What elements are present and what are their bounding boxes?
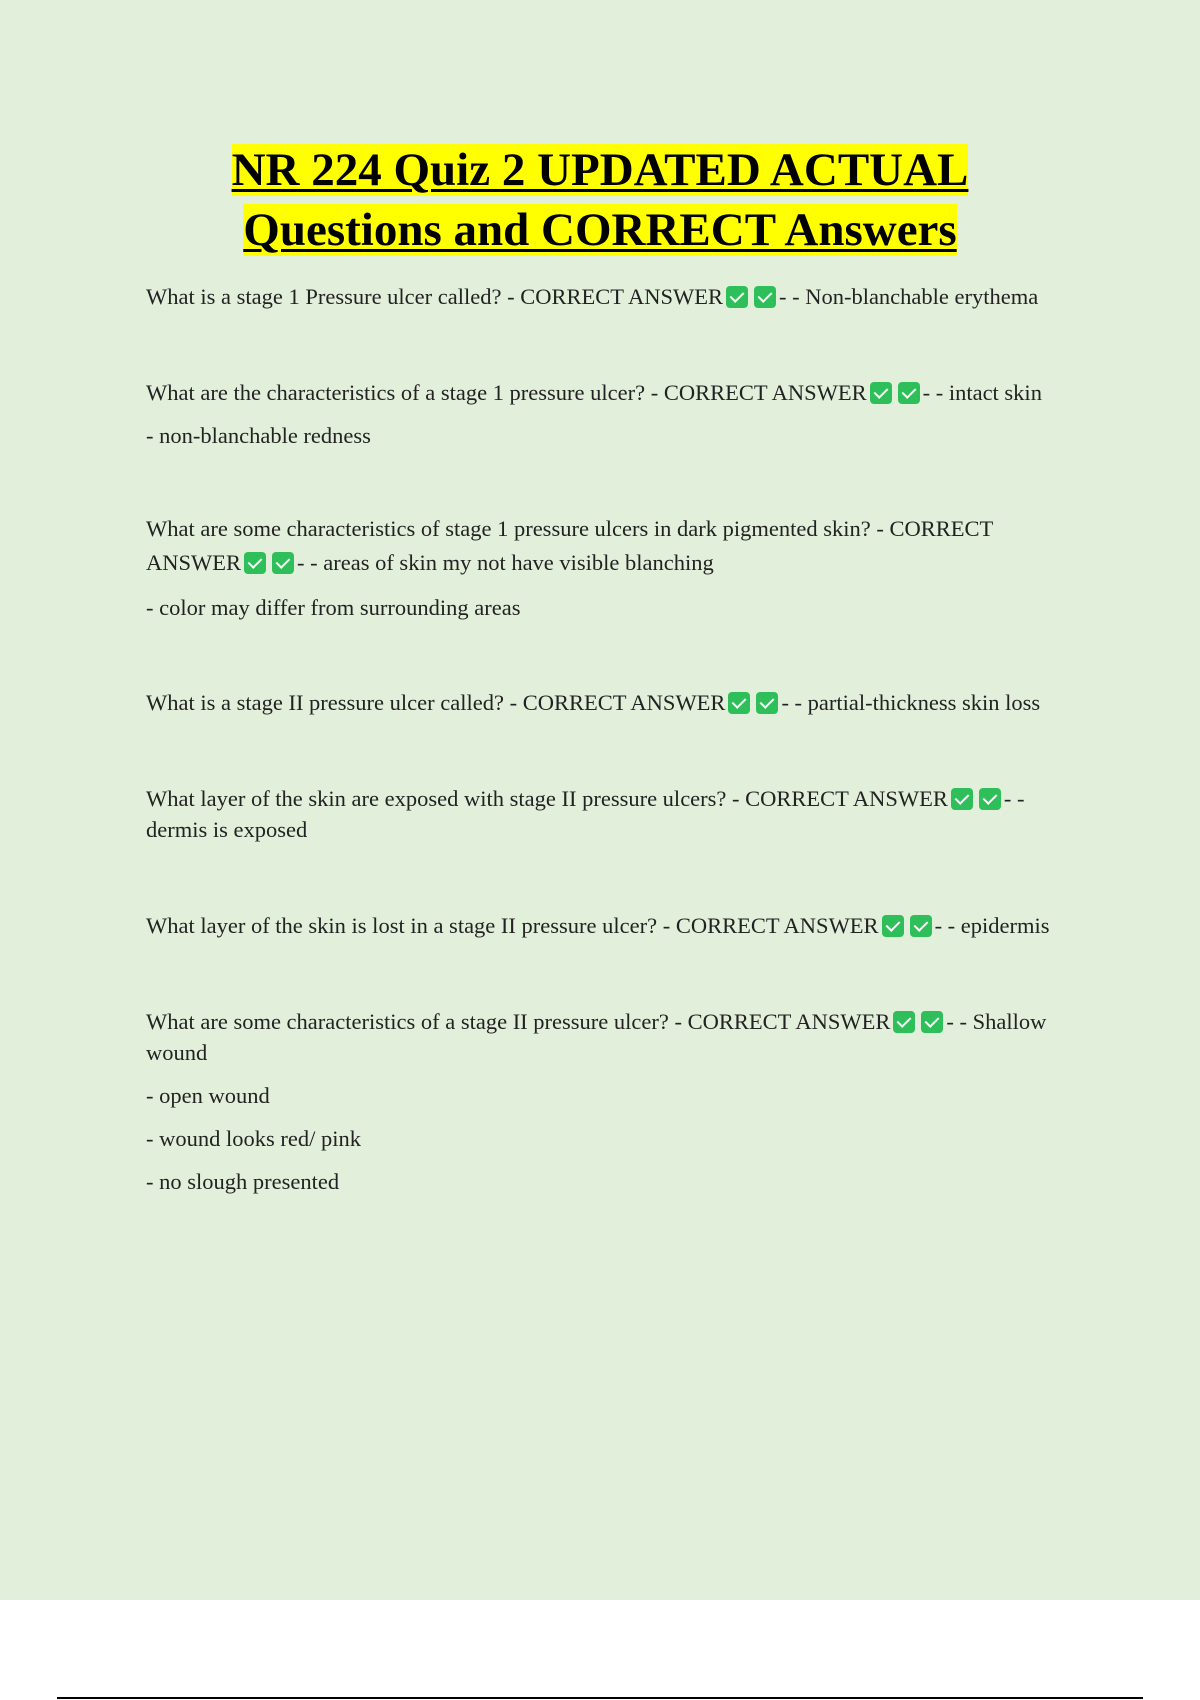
answer-bullet: - wound looks red/ pink [146, 1126, 361, 1151]
question-text: What is a stage II pressure ulcer called? - CORRECT ANSWER [146, 690, 726, 715]
qa-item [146, 1006, 1086, 1197]
qa-list [146, 281, 1086, 1197]
green-check-icon [244, 552, 266, 574]
green-check-icon [910, 915, 932, 937]
green-check-icon [898, 382, 920, 404]
question-text: What are some characteristics of stage 1 pressure ulcers in dark pigmented skin? - CORRECT ANSWER [146, 516, 993, 575]
answer-text: - - Non-blanchable erythema [778, 284, 1039, 309]
document-title [0, 140, 1200, 260]
title-line-1: NR 224 Quiz 2 UPDATED ACTUAL [231, 144, 969, 196]
green-check-icon [726, 286, 748, 308]
answer-bullet: - open wound [146, 1083, 270, 1108]
qa-item [146, 783, 1086, 845]
answer-text: - - epidermis [934, 913, 1050, 938]
qa-text [146, 910, 1086, 941]
green-check-icon [951, 788, 973, 810]
answer-text: - - partial-thickness skin loss [781, 690, 1041, 715]
qa-item [146, 910, 1086, 941]
qa-text [146, 281, 1086, 312]
question-text: What layer of the skin are exposed with stage II pressure ulcers? - CORRECT ANSWER [146, 786, 948, 811]
green-check-icon [754, 286, 776, 308]
green-check-icon [728, 692, 750, 714]
answer-text: - - Shallow wound [146, 1009, 1047, 1065]
green-check-icon [870, 382, 892, 404]
answer-text: - - areas of skin my not have visible blanching [297, 550, 714, 575]
footer-divider [57, 1697, 1143, 1699]
qa-text [146, 783, 1086, 845]
qa-item [146, 687, 1086, 718]
qa-item [146, 281, 1086, 312]
green-check-icon [882, 915, 904, 937]
qa-item [146, 512, 1086, 623]
question-text: What are some characteristics of a stage II pressure ulcer? - CORRECT ANSWER [146, 1009, 891, 1034]
answer-bullet: - no slough presented [146, 1169, 340, 1194]
answer-text: - - dermis is exposed [146, 786, 1025, 842]
answer-text: - - intact skin [922, 380, 1042, 405]
qa-text [146, 687, 1086, 718]
qa-text [146, 512, 1086, 580]
qa-text [146, 377, 1086, 408]
question-text: What is a stage 1 Pressure ulcer called? - CORRECT ANSWER [146, 284, 723, 309]
answer-bullet: - non-blanchable redness [146, 423, 371, 448]
green-check-icon [272, 552, 294, 574]
qa-text [146, 1006, 1086, 1068]
title-line-2: Questions and CORRECT Answers [243, 204, 957, 256]
qa-item [146, 377, 1086, 451]
question-text: What layer of the skin is lost in a stage II pressure ulcer? - CORRECT ANSWER [146, 913, 879, 938]
green-check-icon [921, 1011, 943, 1033]
green-check-icon [979, 788, 1001, 810]
green-check-icon [756, 692, 778, 714]
green-check-icon [893, 1011, 915, 1033]
answer-bullet: - color may differ from surrounding areas [146, 595, 521, 620]
question-text: What are the characteristics of a stage 1 pressure ulcer? - CORRECT ANSWER [146, 380, 867, 405]
